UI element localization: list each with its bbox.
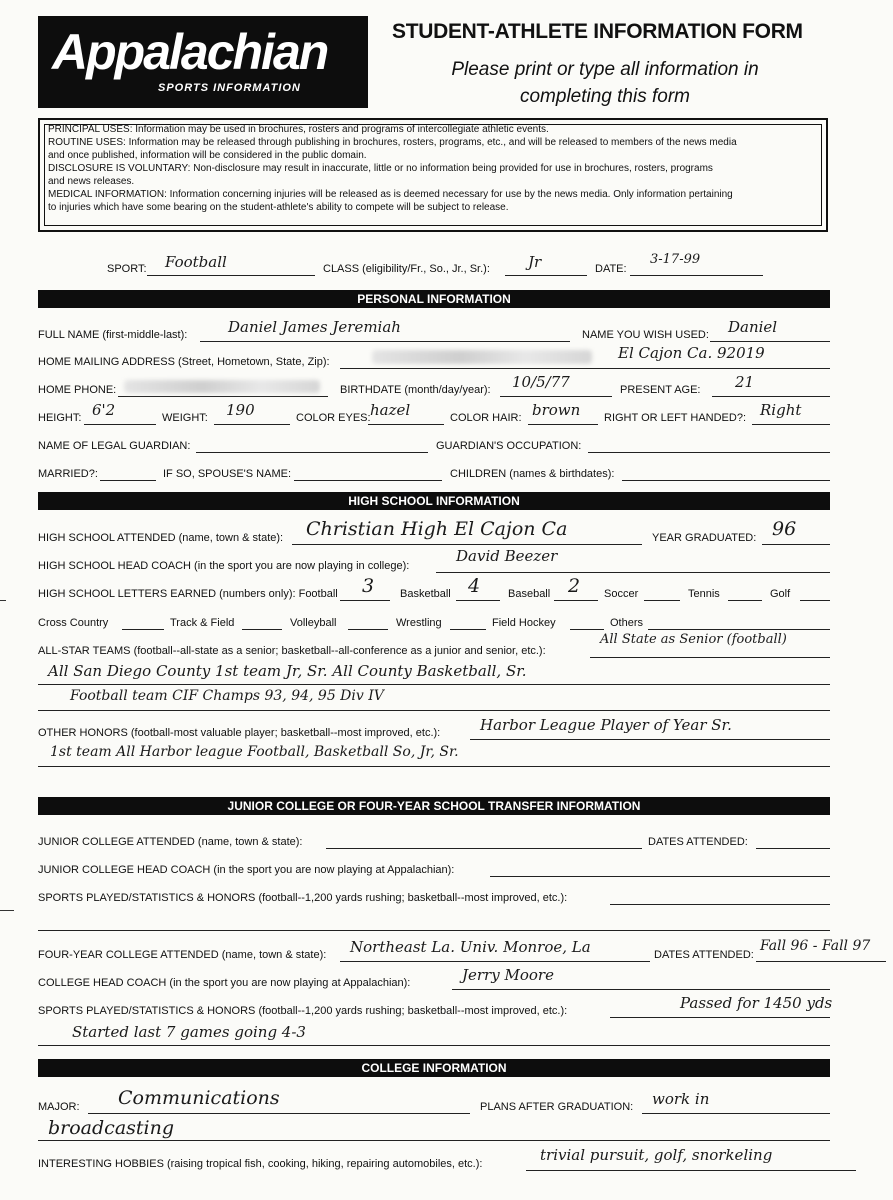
instructions-line-1: Please print or type all information in xyxy=(451,59,759,80)
section-bar-college xyxy=(38,1059,830,1077)
section-bar-transfer xyxy=(38,797,830,815)
four-year-sports-value-1[interactable]: Passed for 1450 yds xyxy=(680,994,833,1012)
major-value[interactable]: Communications xyxy=(118,1087,280,1109)
address-value[interactable]: El Cajon Ca. 92019 xyxy=(618,344,765,362)
address-line xyxy=(340,368,830,369)
hair-line xyxy=(528,424,598,425)
soccer-letters-label: Soccer xyxy=(604,588,639,600)
weight-line xyxy=(214,424,290,425)
form-title: STUDENT-ATHLETE INFORMATION FORM xyxy=(392,20,803,43)
hobbies-line xyxy=(526,1170,856,1171)
section-bar-high-school xyxy=(38,492,830,510)
others-line xyxy=(648,629,830,630)
four-year-label: FOUR-YEAR COLLEGE ATTENDED (name, town & state): xyxy=(38,949,327,961)
height-label: HEIGHT: xyxy=(38,412,82,424)
scan-mark xyxy=(0,910,14,911)
class-label: CLASS (eligibility/Fr., So., Jr., Sr.): xyxy=(323,263,490,275)
jc-dates-line xyxy=(756,848,830,849)
hs-attended-line xyxy=(292,544,642,545)
football-letters-value[interactable]: 3 xyxy=(362,575,375,597)
field-hockey-label: Field Hockey xyxy=(492,617,556,629)
hobbies-label: INTERESTING HOBBIES (raising tropical fish, cooking, hiking, repairing automobiles, etc.): xyxy=(38,1158,483,1170)
weight-value[interactable]: 190 xyxy=(226,401,255,419)
class-line xyxy=(505,275,587,276)
field-hockey-line xyxy=(570,629,604,630)
other-honors-line-2 xyxy=(38,766,830,767)
eyes-label: COLOR EYES: xyxy=(296,412,371,424)
four-year-sports-value-2[interactable]: Started last 7 games going 4-3 xyxy=(72,1023,306,1041)
logo-wordmark: Appalachian xyxy=(52,24,328,80)
date-value[interactable]: 3-17-99 xyxy=(650,252,701,267)
eyes-line xyxy=(368,424,444,425)
jc-sports-line-1 xyxy=(610,904,830,905)
hs-attended-value[interactable]: Christian High El Cajon Ca xyxy=(306,518,568,540)
hair-label: COLOR HAIR: xyxy=(450,412,522,424)
hair-value[interactable]: brown xyxy=(532,401,581,419)
birthdate-label: BIRTHDATE (month/day/year): xyxy=(340,384,491,396)
four-year-sports-line-1 xyxy=(610,1017,830,1018)
others-label: Others xyxy=(610,617,644,629)
notice-line: DISCLOSURE IS VOLUNTARY: Non-disclosure may result in inaccurate, little or no information being provided for use in brochures, rosters, programs xyxy=(48,163,713,174)
age-value[interactable]: 21 xyxy=(735,373,755,391)
form-instructions xyxy=(430,56,780,110)
redacted-street xyxy=(372,350,592,364)
weight-label: WEIGHT: xyxy=(162,412,208,424)
four-year-dates-label: DATES ATTENDED: xyxy=(654,949,754,961)
all-star-value-2[interactable]: All San Diego County 1st team Jr, Sr. All County Basketball, Sr. xyxy=(48,662,527,680)
full-name-label: FULL NAME (first-middle-last): xyxy=(38,329,188,341)
section-title-personal: PERSONAL INFORMATION xyxy=(357,292,511,306)
hs-attended-label: HIGH SCHOOL ATTENDED (name, town & state): xyxy=(38,532,284,544)
jc-sports-label: SPORTS PLAYED/STATISTICS & HONORS (football--1,200 yards rushing; basketball--most improved, etc.): xyxy=(38,892,568,904)
wrestling-label: Wrestling xyxy=(396,617,442,629)
guardian-occupation-line xyxy=(588,452,830,453)
married-line xyxy=(100,480,156,481)
jc-attended-label: JUNIOR COLLEGE ATTENDED (name, town & state): xyxy=(38,836,303,848)
four-year-dates-value[interactable]: Fall 96 - Fall 97 xyxy=(760,938,871,954)
track-label: Track & Field xyxy=(170,617,235,629)
hs-letters-label: HIGH SCHOOL LETTERS EARNED (numbers only): Football xyxy=(38,588,338,600)
guardian-occupation-label: GUARDIAN'S OCCUPATION: xyxy=(436,440,582,452)
other-honors-value-2[interactable]: 1st team All Harbor league Football, Basketball So, Jr, Sr. xyxy=(50,744,459,760)
full-name-value[interactable]: Daniel James Jeremiah xyxy=(228,318,401,336)
jc-coach-line xyxy=(490,876,830,877)
volleyball-line xyxy=(348,629,388,630)
phone-line xyxy=(118,396,328,397)
full-name-line xyxy=(200,341,570,342)
hs-coach-value[interactable]: David Beezer xyxy=(456,547,558,565)
golf-letters-label: Golf xyxy=(770,588,791,600)
all-star-value-3[interactable]: Football team CIF Champs 93, 94, 95 Div IV xyxy=(70,688,384,704)
wish-name-line xyxy=(710,341,830,342)
phone-label: HOME PHONE: xyxy=(38,384,117,396)
all-star-label: ALL-STAR TEAMS (football--all-state as a senior; basketball--all-conference as a junior and senior, etc.): xyxy=(38,645,546,657)
hs-coach-label: HIGH SCHOOL HEAD COACH (in the sport you are now playing in college): xyxy=(38,560,410,572)
hs-year-label: YEAR GRADUATED: xyxy=(652,532,757,544)
all-star-value-1[interactable]: All State as Senior (football) xyxy=(600,632,787,647)
married-label: MARRIED?: xyxy=(38,468,98,480)
basketball-letters-value[interactable]: 4 xyxy=(468,575,481,597)
wrestling-line xyxy=(450,629,486,630)
notice-line: PRINCIPAL USES: Information may be used in brochures, rosters and programs of intercollegiate athletic events. xyxy=(48,124,549,135)
all-star-line-2 xyxy=(38,684,830,685)
notice-line: and news releases. xyxy=(48,176,135,187)
class-value[interactable]: Jr xyxy=(528,253,542,271)
sport-value[interactable]: Football xyxy=(165,253,227,271)
height-value[interactable]: 6'2 xyxy=(92,401,116,419)
handed-line xyxy=(752,424,830,425)
plans-value-2[interactable]: broadcasting xyxy=(48,1117,175,1139)
hs-year-line xyxy=(762,544,830,545)
height-line xyxy=(84,424,156,425)
volleyball-label: Volleyball xyxy=(290,617,337,629)
cross-country-line xyxy=(122,629,164,630)
jc-dates-label: DATES ATTENDED: xyxy=(648,836,748,848)
four-year-line xyxy=(340,961,650,962)
birthdate-line xyxy=(500,396,612,397)
instructions-line-2: completing this form xyxy=(519,86,690,107)
sport-label: SPORT: xyxy=(107,263,147,275)
college-coach-line xyxy=(452,989,830,990)
basketball-letters-label: Basketball xyxy=(400,588,451,600)
four-year-dates-line xyxy=(756,961,886,962)
section-title-transfer: JUNIOR COLLEGE OR FOUR-YEAR SCHOOL TRANSFER INFORMATION xyxy=(227,799,641,813)
guardian-line xyxy=(196,452,428,453)
wish-name-value[interactable]: Daniel xyxy=(728,318,778,336)
baseball-letters-label: Baseball xyxy=(508,588,551,600)
notice-line: to injuries which have some bearing on the student-athlete's ability to compete will be subject to release. xyxy=(48,202,509,213)
four-year-sports-label: SPORTS PLAYED/STATISTICS & HONORS (football--1,200 yards rushing; basketball--most improved, etc.): xyxy=(38,1005,568,1017)
tennis-letters-line xyxy=(728,600,762,601)
scan-mark xyxy=(0,600,6,601)
guardian-label: NAME OF LEGAL GUARDIAN: xyxy=(38,440,191,452)
other-honors-line-1 xyxy=(470,739,830,740)
appalachian-logo xyxy=(38,16,368,108)
logo-tagline: SPORTS INFORMATION xyxy=(158,82,301,94)
major-label: MAJOR: xyxy=(38,1101,80,1113)
children-line xyxy=(622,480,830,481)
section-title-high-school: HIGH SCHOOL INFORMATION xyxy=(348,494,520,508)
cross-country-label: Cross Country xyxy=(38,617,109,629)
age-line xyxy=(712,396,830,397)
birthdate-value[interactable]: 10/5/77 xyxy=(512,373,570,391)
children-label: CHILDREN (names & birthdates): xyxy=(450,468,615,480)
golf-letters-line xyxy=(800,600,830,601)
redacted-phone xyxy=(124,380,320,393)
plans-label: PLANS AFTER GRADUATION: xyxy=(480,1101,634,1113)
four-year-value[interactable]: Northeast La. Univ. Monroe, La xyxy=(350,938,591,956)
notice-line: MEDICAL INFORMATION: Information concerning injuries will be released as is deemed necessary for use by the news media. Only information pertaining xyxy=(48,189,733,200)
four-year-sports-line-2 xyxy=(38,1045,830,1046)
track-line xyxy=(242,629,282,630)
baseball-letters-line xyxy=(554,600,598,601)
tennis-letters-label: Tennis xyxy=(688,588,720,600)
baseball-letters-value[interactable]: 2 xyxy=(568,575,581,597)
hs-coach-line xyxy=(436,572,830,573)
spouse-label: IF SO, SPOUSE'S NAME: xyxy=(163,468,292,480)
jc-coach-label: JUNIOR COLLEGE HEAD COACH (in the sport you are now playing at Appalachian): xyxy=(38,864,455,876)
basketball-letters-line xyxy=(456,600,500,601)
section-bar-personal xyxy=(38,290,830,308)
address-label: HOME MAILING ADDRESS (Street, Hometown, State, Zip): xyxy=(38,356,330,368)
football-letters-line xyxy=(340,600,390,601)
jc-sports-line-2 xyxy=(38,930,830,931)
other-honors-label: OTHER HONORS (football-most valuable player; basketball--most improved, etc.): xyxy=(38,727,441,739)
notice-text xyxy=(48,123,820,214)
notice-line: ROUTINE USES: Information may be released through publishing in brochures, rosters, programs, etc., and will be released to members of the news media xyxy=(48,137,737,148)
handed-value[interactable]: Right xyxy=(760,401,802,419)
usage-notice-box xyxy=(38,118,828,232)
soccer-letters-line xyxy=(644,600,680,601)
college-coach-value[interactable]: Jerry Moore xyxy=(462,966,554,984)
wish-name-label: NAME YOU WISH USED: xyxy=(582,329,709,341)
notice-line: and once published, information will be considered in the public domain. xyxy=(48,150,367,161)
sport-line xyxy=(147,275,315,276)
major-line xyxy=(88,1113,470,1114)
all-star-line-3 xyxy=(38,710,830,711)
age-label: PRESENT AGE: xyxy=(620,384,701,396)
plans-line xyxy=(642,1113,830,1114)
handed-label: RIGHT OR LEFT HANDED?: xyxy=(604,412,747,424)
plans-value[interactable]: work in xyxy=(652,1090,710,1108)
date-line xyxy=(630,275,763,276)
college-coach-label: COLLEGE HEAD COACH (in the sport you are now playing at Appalachian): xyxy=(38,977,411,989)
hobbies-value[interactable]: trivial pursuit, golf, snorkeling xyxy=(540,1146,773,1164)
eyes-value[interactable]: hazel xyxy=(370,401,411,419)
section-title-college: COLLEGE INFORMATION xyxy=(361,1061,507,1075)
hs-year-value[interactable]: 96 xyxy=(772,518,797,540)
other-honors-value-1[interactable]: Harbor League Player of Year Sr. xyxy=(480,716,732,734)
all-star-line-1 xyxy=(590,657,830,658)
plans-line-2 xyxy=(38,1140,830,1141)
spouse-line xyxy=(294,480,442,481)
date-label: DATE: xyxy=(595,263,627,275)
jc-attended-line xyxy=(326,848,642,849)
